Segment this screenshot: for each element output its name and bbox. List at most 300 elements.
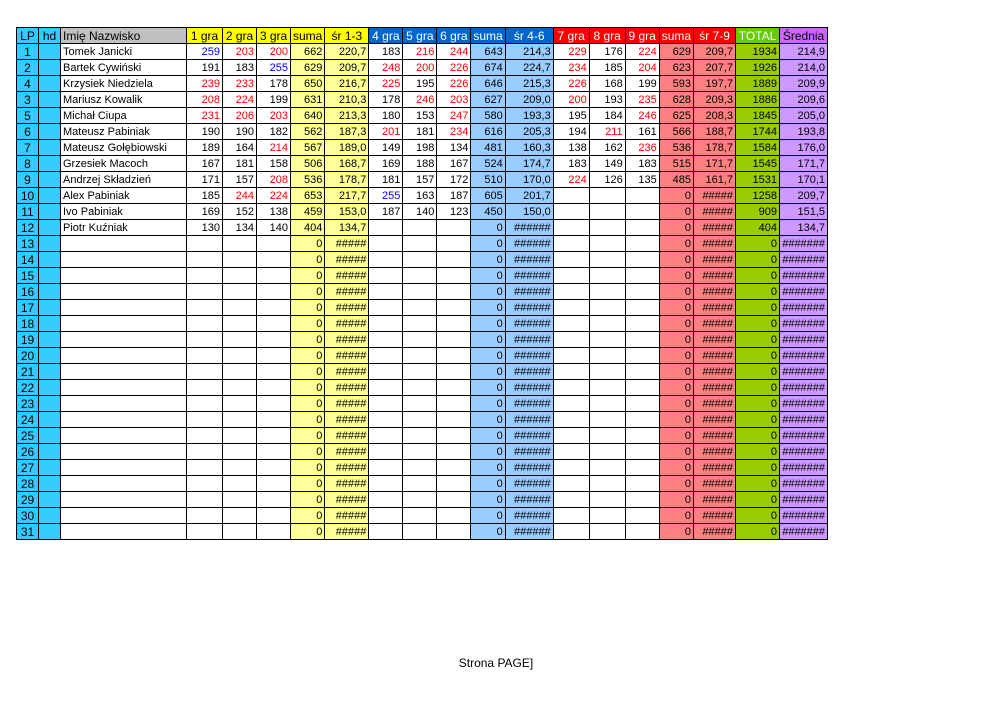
game-cell[interactable]	[625, 476, 659, 492]
game-cell[interactable]	[437, 364, 471, 380]
game-cell[interactable]	[437, 268, 471, 284]
game-cell[interactable]	[625, 332, 659, 348]
avg-cell[interactable]: 188,7	[694, 124, 736, 140]
game-cell[interactable]: 208	[257, 172, 291, 188]
game-cell[interactable]	[625, 508, 659, 524]
game-cell[interactable]	[187, 492, 223, 508]
hd-cell[interactable]	[39, 44, 61, 60]
sum-cell[interactable]: 0	[471, 508, 505, 524]
name-cell[interactable]: Alex Pabiniak	[61, 188, 187, 204]
hd-cell[interactable]	[39, 268, 61, 284]
name-cell[interactable]: Michał Ciupa	[61, 108, 187, 124]
game-cell[interactable]: 226	[553, 76, 589, 92]
avg-cell[interactable]: #####	[325, 412, 369, 428]
avg-cell[interactable]: 213,3	[325, 108, 369, 124]
avg-cell[interactable]: 178,7	[694, 140, 736, 156]
average-cell[interactable]: 151,5	[780, 204, 828, 220]
lp-cell[interactable]: 2	[17, 60, 39, 76]
sum-cell[interactable]: 0	[471, 444, 505, 460]
game-cell[interactable]	[187, 380, 223, 396]
avg-cell[interactable]: 216,7	[325, 76, 369, 92]
game-cell[interactable]	[589, 364, 625, 380]
avg-cell[interactable]: 201,7	[505, 188, 553, 204]
game-cell[interactable]: 193	[589, 92, 625, 108]
game-cell[interactable]: 178	[369, 92, 403, 108]
hd-cell[interactable]	[39, 252, 61, 268]
sum-cell[interactable]: 0	[471, 476, 505, 492]
game-cell[interactable]	[625, 268, 659, 284]
game-cell[interactable]	[223, 236, 257, 252]
avg-cell[interactable]: #####	[694, 188, 736, 204]
game-cell[interactable]	[369, 460, 403, 476]
game-cell[interactable]: 235	[625, 92, 659, 108]
game-cell[interactable]	[369, 316, 403, 332]
name-cell[interactable]	[61, 284, 187, 300]
name-cell[interactable]: Ivo Pabiniak	[61, 204, 187, 220]
game-cell[interactable]	[369, 348, 403, 364]
sum-cell[interactable]: 566	[659, 124, 693, 140]
game-cell[interactable]	[553, 444, 589, 460]
total-cell[interactable]: 0	[736, 252, 780, 268]
game-cell[interactable]: 199	[625, 76, 659, 92]
game-cell[interactable]: 181	[223, 156, 257, 172]
sum-cell[interactable]: 0	[471, 460, 505, 476]
game-cell[interactable]	[437, 508, 471, 524]
game-cell[interactable]	[257, 476, 291, 492]
game-cell[interactable]: 149	[369, 140, 403, 156]
col-header[interactable]: śr 1-3	[325, 28, 369, 44]
game-cell[interactable]: 224	[625, 44, 659, 60]
game-cell[interactable]	[403, 236, 437, 252]
game-cell[interactable]: 138	[553, 140, 589, 156]
game-cell[interactable]	[589, 188, 625, 204]
avg-cell[interactable]: #####	[325, 268, 369, 284]
game-cell[interactable]	[553, 396, 589, 412]
total-cell[interactable]: 0	[736, 444, 780, 460]
game-cell[interactable]: 167	[187, 156, 223, 172]
avg-cell[interactable]: ######	[505, 268, 553, 284]
sum-cell[interactable]: 0	[659, 364, 693, 380]
total-cell[interactable]: 1258	[736, 188, 780, 204]
average-cell[interactable]: 209,9	[780, 76, 828, 92]
total-cell[interactable]: 0	[736, 412, 780, 428]
game-cell[interactable]	[625, 236, 659, 252]
game-cell[interactable]: 246	[625, 108, 659, 124]
game-cell[interactable]	[369, 332, 403, 348]
sum-cell[interactable]: 459	[291, 204, 325, 220]
game-cell[interactable]	[257, 332, 291, 348]
col-header[interactable]: Średnia	[780, 28, 828, 44]
game-cell[interactable]	[257, 508, 291, 524]
name-cell[interactable]	[61, 460, 187, 476]
game-cell[interactable]	[553, 236, 589, 252]
game-cell[interactable]: 201	[369, 124, 403, 140]
average-cell[interactable]: #######	[780, 428, 828, 444]
game-cell[interactable]	[403, 316, 437, 332]
game-cell[interactable]	[257, 348, 291, 364]
game-cell[interactable]	[223, 396, 257, 412]
lp-cell[interactable]: 10	[17, 188, 39, 204]
game-cell[interactable]: 214	[257, 140, 291, 156]
name-cell[interactable]	[61, 428, 187, 444]
sum-cell[interactable]: 0	[291, 316, 325, 332]
avg-cell[interactable]: #####	[325, 300, 369, 316]
game-cell[interactable]: 171	[187, 172, 223, 188]
game-cell[interactable]	[257, 364, 291, 380]
sum-cell[interactable]: 0	[291, 236, 325, 252]
game-cell[interactable]: 216	[403, 44, 437, 60]
total-cell[interactable]: 0	[736, 492, 780, 508]
game-cell[interactable]	[223, 524, 257, 540]
game-cell[interactable]: 183	[625, 156, 659, 172]
game-cell[interactable]: 185	[187, 188, 223, 204]
name-cell[interactable]: Piotr Kuźniak	[61, 220, 187, 236]
game-cell[interactable]: 198	[403, 140, 437, 156]
game-cell[interactable]	[403, 348, 437, 364]
game-cell[interactable]: 180	[369, 108, 403, 124]
lp-cell[interactable]: 18	[17, 316, 39, 332]
sum-cell[interactable]: 0	[291, 476, 325, 492]
game-cell[interactable]	[257, 444, 291, 460]
total-cell[interactable]: 0	[736, 460, 780, 476]
name-cell[interactable]	[61, 508, 187, 524]
average-cell[interactable]: 176,0	[780, 140, 828, 156]
hd-cell[interactable]	[39, 236, 61, 252]
avg-cell[interactable]: 217,7	[325, 188, 369, 204]
game-cell[interactable]: 224	[223, 92, 257, 108]
sum-cell[interactable]: 0	[659, 380, 693, 396]
avg-cell[interactable]: #####	[694, 300, 736, 316]
game-cell[interactable]	[187, 508, 223, 524]
total-cell[interactable]: 0	[736, 300, 780, 316]
game-cell[interactable]	[625, 444, 659, 460]
game-cell[interactable]: 181	[369, 172, 403, 188]
average-cell[interactable]: #######	[780, 300, 828, 316]
game-cell[interactable]	[553, 412, 589, 428]
game-cell[interactable]	[625, 316, 659, 332]
sum-cell[interactable]: 643	[471, 44, 505, 60]
sum-cell[interactable]: 0	[659, 348, 693, 364]
col-header[interactable]: 2 gra	[223, 28, 257, 44]
sum-cell[interactable]: 0	[659, 316, 693, 332]
lp-cell[interactable]: 14	[17, 252, 39, 268]
lp-cell[interactable]: 7	[17, 140, 39, 156]
name-cell[interactable]	[61, 476, 187, 492]
name-cell[interactable]	[61, 332, 187, 348]
average-cell[interactable]: #######	[780, 460, 828, 476]
game-cell[interactable]	[369, 524, 403, 540]
avg-cell[interactable]: ######	[505, 444, 553, 460]
avg-cell[interactable]: 168,7	[325, 156, 369, 172]
average-cell[interactable]: #######	[780, 364, 828, 380]
game-cell[interactable]	[589, 252, 625, 268]
lp-cell[interactable]: 30	[17, 508, 39, 524]
col-header[interactable]: Imię Nazwisko	[61, 28, 187, 44]
avg-cell[interactable]: #####	[325, 428, 369, 444]
total-cell[interactable]: 0	[736, 508, 780, 524]
total-cell[interactable]: 1845	[736, 108, 780, 124]
avg-cell[interactable]: 171,7	[694, 156, 736, 172]
sum-cell[interactable]: 0	[659, 332, 693, 348]
lp-cell[interactable]: 24	[17, 412, 39, 428]
sum-cell[interactable]: 0	[659, 204, 693, 220]
sum-cell[interactable]: 646	[471, 76, 505, 92]
game-cell[interactable]	[403, 396, 437, 412]
game-cell[interactable]	[369, 476, 403, 492]
game-cell[interactable]	[437, 220, 471, 236]
average-cell[interactable]: 171,7	[780, 156, 828, 172]
sum-cell[interactable]: 653	[291, 188, 325, 204]
game-cell[interactable]	[437, 284, 471, 300]
name-cell[interactable]	[61, 412, 187, 428]
game-cell[interactable]	[369, 252, 403, 268]
lp-cell[interactable]: 27	[17, 460, 39, 476]
game-cell[interactable]: 259	[187, 44, 223, 60]
game-cell[interactable]: 167	[437, 156, 471, 172]
sum-cell[interactable]: 674	[471, 60, 505, 76]
game-cell[interactable]	[403, 220, 437, 236]
game-cell[interactable]	[223, 428, 257, 444]
average-cell[interactable]: 214,0	[780, 60, 828, 76]
avg-cell[interactable]: #####	[694, 396, 736, 412]
game-cell[interactable]	[257, 492, 291, 508]
sum-cell[interactable]: 628	[659, 92, 693, 108]
sum-cell[interactable]: 623	[659, 60, 693, 76]
lp-cell[interactable]: 4	[17, 76, 39, 92]
game-cell[interactable]	[223, 300, 257, 316]
avg-cell[interactable]: #####	[694, 508, 736, 524]
game-cell[interactable]: 229	[553, 44, 589, 60]
game-cell[interactable]	[589, 508, 625, 524]
game-cell[interactable]: 200	[403, 60, 437, 76]
game-cell[interactable]: 134	[223, 220, 257, 236]
game-cell[interactable]	[369, 380, 403, 396]
sum-cell[interactable]: 0	[471, 492, 505, 508]
game-cell[interactable]: 239	[187, 76, 223, 92]
lp-cell[interactable]: 16	[17, 284, 39, 300]
game-cell[interactable]: 134	[437, 140, 471, 156]
lp-cell[interactable]: 19	[17, 332, 39, 348]
game-cell[interactable]	[589, 396, 625, 412]
avg-cell[interactable]: #####	[325, 380, 369, 396]
average-cell[interactable]: #######	[780, 316, 828, 332]
hd-cell[interactable]	[39, 108, 61, 124]
sum-cell[interactable]: 0	[659, 508, 693, 524]
game-cell[interactable]: 135	[625, 172, 659, 188]
game-cell[interactable]	[403, 428, 437, 444]
game-cell[interactable]	[589, 348, 625, 364]
game-cell[interactable]	[223, 412, 257, 428]
sum-cell[interactable]: 0	[659, 412, 693, 428]
hd-cell[interactable]	[39, 412, 61, 428]
game-cell[interactable]	[589, 204, 625, 220]
game-cell[interactable]	[437, 412, 471, 428]
avg-cell[interactable]: ######	[505, 364, 553, 380]
hd-cell[interactable]	[39, 460, 61, 476]
game-cell[interactable]: 211	[589, 124, 625, 140]
game-cell[interactable]: 200	[553, 92, 589, 108]
lp-cell[interactable]: 20	[17, 348, 39, 364]
avg-cell[interactable]: #####	[694, 268, 736, 284]
game-cell[interactable]	[553, 348, 589, 364]
total-cell[interactable]: 0	[736, 284, 780, 300]
avg-cell[interactable]: 187,3	[325, 124, 369, 140]
game-cell[interactable]	[187, 316, 223, 332]
avg-cell[interactable]: ######	[505, 524, 553, 540]
total-cell[interactable]: 404	[736, 220, 780, 236]
game-cell[interactable]: 234	[553, 60, 589, 76]
name-cell[interactable]: Bartek Cywiński	[61, 60, 187, 76]
game-cell[interactable]	[257, 268, 291, 284]
game-cell[interactable]	[369, 364, 403, 380]
game-cell[interactable]	[437, 460, 471, 476]
sum-cell[interactable]: 0	[471, 380, 505, 396]
avg-cell[interactable]: 161,7	[694, 172, 736, 188]
hd-cell[interactable]	[39, 220, 61, 236]
hd-cell[interactable]	[39, 332, 61, 348]
game-cell[interactable]	[589, 316, 625, 332]
total-cell[interactable]: 0	[736, 364, 780, 380]
game-cell[interactable]	[589, 428, 625, 444]
game-cell[interactable]: 183	[553, 156, 589, 172]
game-cell[interactable]	[437, 476, 471, 492]
game-cell[interactable]	[625, 188, 659, 204]
game-cell[interactable]: 195	[403, 76, 437, 92]
name-cell[interactable]: Mateusz Gołębiowski	[61, 140, 187, 156]
game-cell[interactable]: 203	[437, 92, 471, 108]
average-cell[interactable]: 209,7	[780, 188, 828, 204]
sum-cell[interactable]: 0	[471, 348, 505, 364]
total-cell[interactable]: 0	[736, 348, 780, 364]
game-cell[interactable]	[403, 444, 437, 460]
game-cell[interactable]: 233	[223, 76, 257, 92]
game-cell[interactable]	[223, 268, 257, 284]
name-cell[interactable]	[61, 380, 187, 396]
game-cell[interactable]	[437, 428, 471, 444]
game-cell[interactable]	[589, 332, 625, 348]
game-cell[interactable]	[589, 524, 625, 540]
sum-cell[interactable]: 0	[659, 492, 693, 508]
game-cell[interactable]	[625, 364, 659, 380]
col-header[interactable]: LP	[17, 28, 39, 44]
avg-cell[interactable]: 214,3	[505, 44, 553, 60]
game-cell[interactable]	[625, 524, 659, 540]
game-cell[interactable]	[257, 460, 291, 476]
game-cell[interactable]	[369, 220, 403, 236]
game-cell[interactable]: 188	[403, 156, 437, 172]
game-cell[interactable]	[589, 492, 625, 508]
game-cell[interactable]	[257, 396, 291, 412]
hd-cell[interactable]	[39, 172, 61, 188]
game-cell[interactable]	[553, 220, 589, 236]
game-cell[interactable]	[403, 300, 437, 316]
hd-cell[interactable]	[39, 188, 61, 204]
sum-cell[interactable]: 0	[291, 284, 325, 300]
avg-cell[interactable]: ######	[505, 332, 553, 348]
average-cell[interactable]: #######	[780, 476, 828, 492]
game-cell[interactable]	[553, 300, 589, 316]
game-cell[interactable]	[187, 252, 223, 268]
sum-cell[interactable]: 0	[471, 300, 505, 316]
game-cell[interactable]	[187, 444, 223, 460]
avg-cell[interactable]: #####	[325, 524, 369, 540]
sum-cell[interactable]: 536	[659, 140, 693, 156]
average-cell[interactable]: #######	[780, 380, 828, 396]
game-cell[interactable]	[437, 236, 471, 252]
avg-cell[interactable]: ######	[505, 252, 553, 268]
game-cell[interactable]: 164	[223, 140, 257, 156]
game-cell[interactable]	[437, 316, 471, 332]
game-cell[interactable]	[403, 332, 437, 348]
game-cell[interactable]	[187, 268, 223, 284]
avg-cell[interactable]: #####	[325, 508, 369, 524]
game-cell[interactable]	[625, 428, 659, 444]
avg-cell[interactable]: 170,0	[505, 172, 553, 188]
average-cell[interactable]: #######	[780, 412, 828, 428]
game-cell[interactable]	[187, 396, 223, 412]
col-header[interactable]: śr 4-6	[505, 28, 553, 44]
game-cell[interactable]: 248	[369, 60, 403, 76]
sum-cell[interactable]: 536	[291, 172, 325, 188]
average-cell[interactable]: 134,7	[780, 220, 828, 236]
total-cell[interactable]: 1934	[736, 44, 780, 60]
game-cell[interactable]	[589, 476, 625, 492]
col-header[interactable]: 9 gra	[625, 28, 659, 44]
sum-cell[interactable]: 567	[291, 140, 325, 156]
sum-cell[interactable]: 593	[659, 76, 693, 92]
game-cell[interactable]	[223, 332, 257, 348]
game-cell[interactable]	[223, 252, 257, 268]
total-cell[interactable]: 0	[736, 316, 780, 332]
game-cell[interactable]	[625, 300, 659, 316]
game-cell[interactable]: 140	[257, 220, 291, 236]
name-cell[interactable]	[61, 236, 187, 252]
sum-cell[interactable]: 0	[471, 364, 505, 380]
game-cell[interactable]	[257, 524, 291, 540]
game-cell[interactable]: 181	[403, 124, 437, 140]
game-cell[interactable]	[257, 412, 291, 428]
game-cell[interactable]: 224	[257, 188, 291, 204]
game-cell[interactable]	[257, 316, 291, 332]
game-cell[interactable]: 184	[589, 108, 625, 124]
avg-cell[interactable]: ######	[505, 492, 553, 508]
avg-cell[interactable]: 150,0	[505, 204, 553, 220]
game-cell[interactable]	[257, 300, 291, 316]
avg-cell[interactable]: 209,7	[325, 60, 369, 76]
sum-cell[interactable]: 0	[291, 380, 325, 396]
game-cell[interactable]	[553, 284, 589, 300]
col-header[interactable]: 1 gra	[187, 28, 223, 44]
col-header[interactable]: suma	[471, 28, 505, 44]
lp-cell[interactable]: 15	[17, 268, 39, 284]
average-cell[interactable]: #######	[780, 508, 828, 524]
sum-cell[interactable]: 0	[291, 268, 325, 284]
lp-cell[interactable]: 23	[17, 396, 39, 412]
game-cell[interactable]	[625, 252, 659, 268]
average-cell[interactable]: #######	[780, 444, 828, 460]
game-cell[interactable]: 152	[223, 204, 257, 220]
game-cell[interactable]	[187, 284, 223, 300]
hd-cell[interactable]	[39, 476, 61, 492]
avg-cell[interactable]: 224,7	[505, 60, 553, 76]
avg-cell[interactable]: #####	[694, 412, 736, 428]
game-cell[interactable]: 153	[403, 108, 437, 124]
game-cell[interactable]: 149	[589, 156, 625, 172]
sum-cell[interactable]: 0	[659, 236, 693, 252]
game-cell[interactable]	[187, 524, 223, 540]
game-cell[interactable]: 176	[589, 44, 625, 60]
sum-cell[interactable]: 562	[291, 124, 325, 140]
